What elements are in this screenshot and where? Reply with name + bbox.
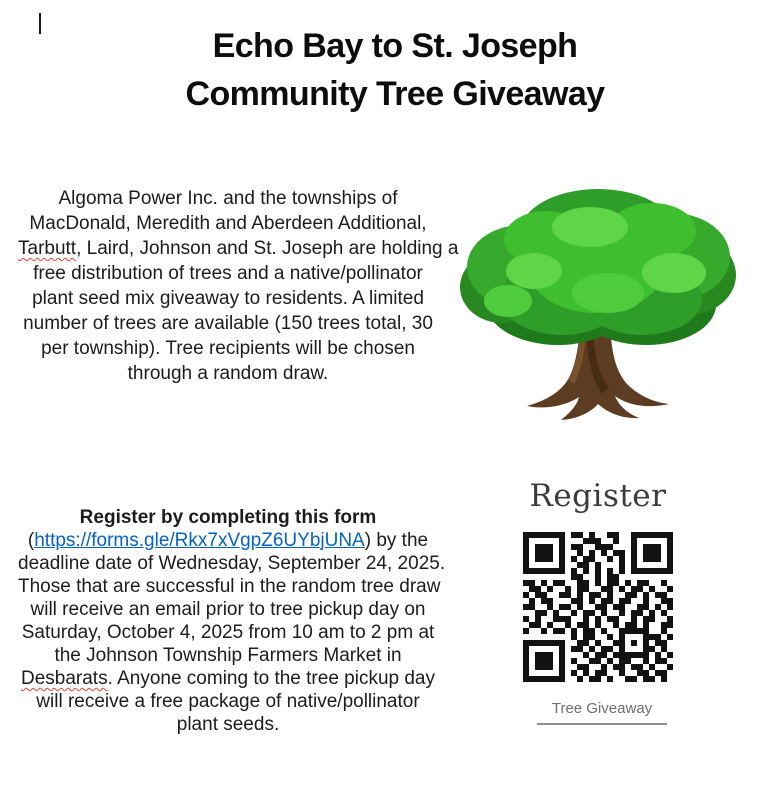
text-segment: . Anyone coming to the tree pickup day	[107, 668, 436, 689]
text-line	[18, 286, 438, 311]
misspelled-word: Tarbutt	[18, 238, 77, 259]
text-segment: plant seeds.	[176, 714, 280, 735]
text-line	[18, 667, 438, 690]
text-segment: (	[27, 530, 35, 551]
form-link[interactable]: https://forms.gle/Rkx7xVgpZ6UYbjUNA	[34, 530, 365, 551]
qr-code-image	[523, 532, 673, 682]
page-title	[30, 22, 760, 118]
qr-code	[523, 532, 673, 682]
tree-image	[450, 175, 740, 425]
text-line	[18, 361, 438, 386]
intro-paragraph	[18, 186, 459, 386]
text-segment: Register by completing this form	[79, 507, 377, 528]
tree-giveaway-label: Tree Giveaway	[537, 700, 667, 725]
text-segment: free distribution of trees and a native/pollinator	[33, 263, 423, 284]
text-line	[18, 506, 438, 529]
text-segment: will receive a free package of native/pollinator	[36, 691, 420, 712]
text-segment: through a random draw.	[127, 363, 329, 384]
text-line	[18, 575, 441, 598]
text-line	[18, 598, 438, 621]
text-segment: per township). Tree recipients will be chosen	[41, 338, 415, 359]
text-segment: , Laird, Johnson and St. Joseph are holding a	[76, 238, 459, 259]
text-segment: Saturday, October 4, 2025 from 10 am to 2 pm at	[21, 622, 435, 643]
text-segment: MacDonald, Meredith and Aberdeen Additional,	[29, 213, 427, 234]
text-line	[18, 336, 438, 361]
text-line	[18, 713, 438, 736]
text-segment: Algoma Power Inc. and the townships of	[58, 188, 398, 209]
text-segment: the Johnson Township Farmers Market in	[54, 645, 402, 666]
text-line	[18, 236, 459, 261]
text-segment: plant seed mix giveaway to residents. A limited	[32, 288, 424, 309]
text-segment: deadline date of Wednesday, September 24, 2025.	[18, 553, 446, 574]
text-line	[18, 261, 438, 286]
misspelled-word: Desbarats	[20, 668, 108, 689]
details-paragraph	[18, 506, 446, 736]
text-line	[18, 552, 446, 575]
text-line	[18, 311, 438, 336]
text-line	[18, 211, 438, 236]
text-line	[18, 186, 438, 211]
text-segment: Those that are successful in the random tree draw	[18, 576, 441, 597]
text-segment: ) by the	[364, 530, 429, 551]
text-line	[18, 690, 438, 713]
text-line	[18, 529, 438, 552]
text-segment: number of trees are available (150 trees total, 30	[23, 313, 433, 334]
register-heading: Register	[529, 478, 667, 514]
text-segment: will receive an email prior to tree pickup day on	[30, 599, 426, 620]
text-line	[18, 644, 438, 667]
text-line	[18, 621, 438, 644]
page-title-line2: Community Tree Giveaway	[185, 75, 605, 113]
tree-illustration	[450, 175, 740, 425]
page-title-line1: Echo Bay to St. Joseph	[212, 27, 578, 65]
